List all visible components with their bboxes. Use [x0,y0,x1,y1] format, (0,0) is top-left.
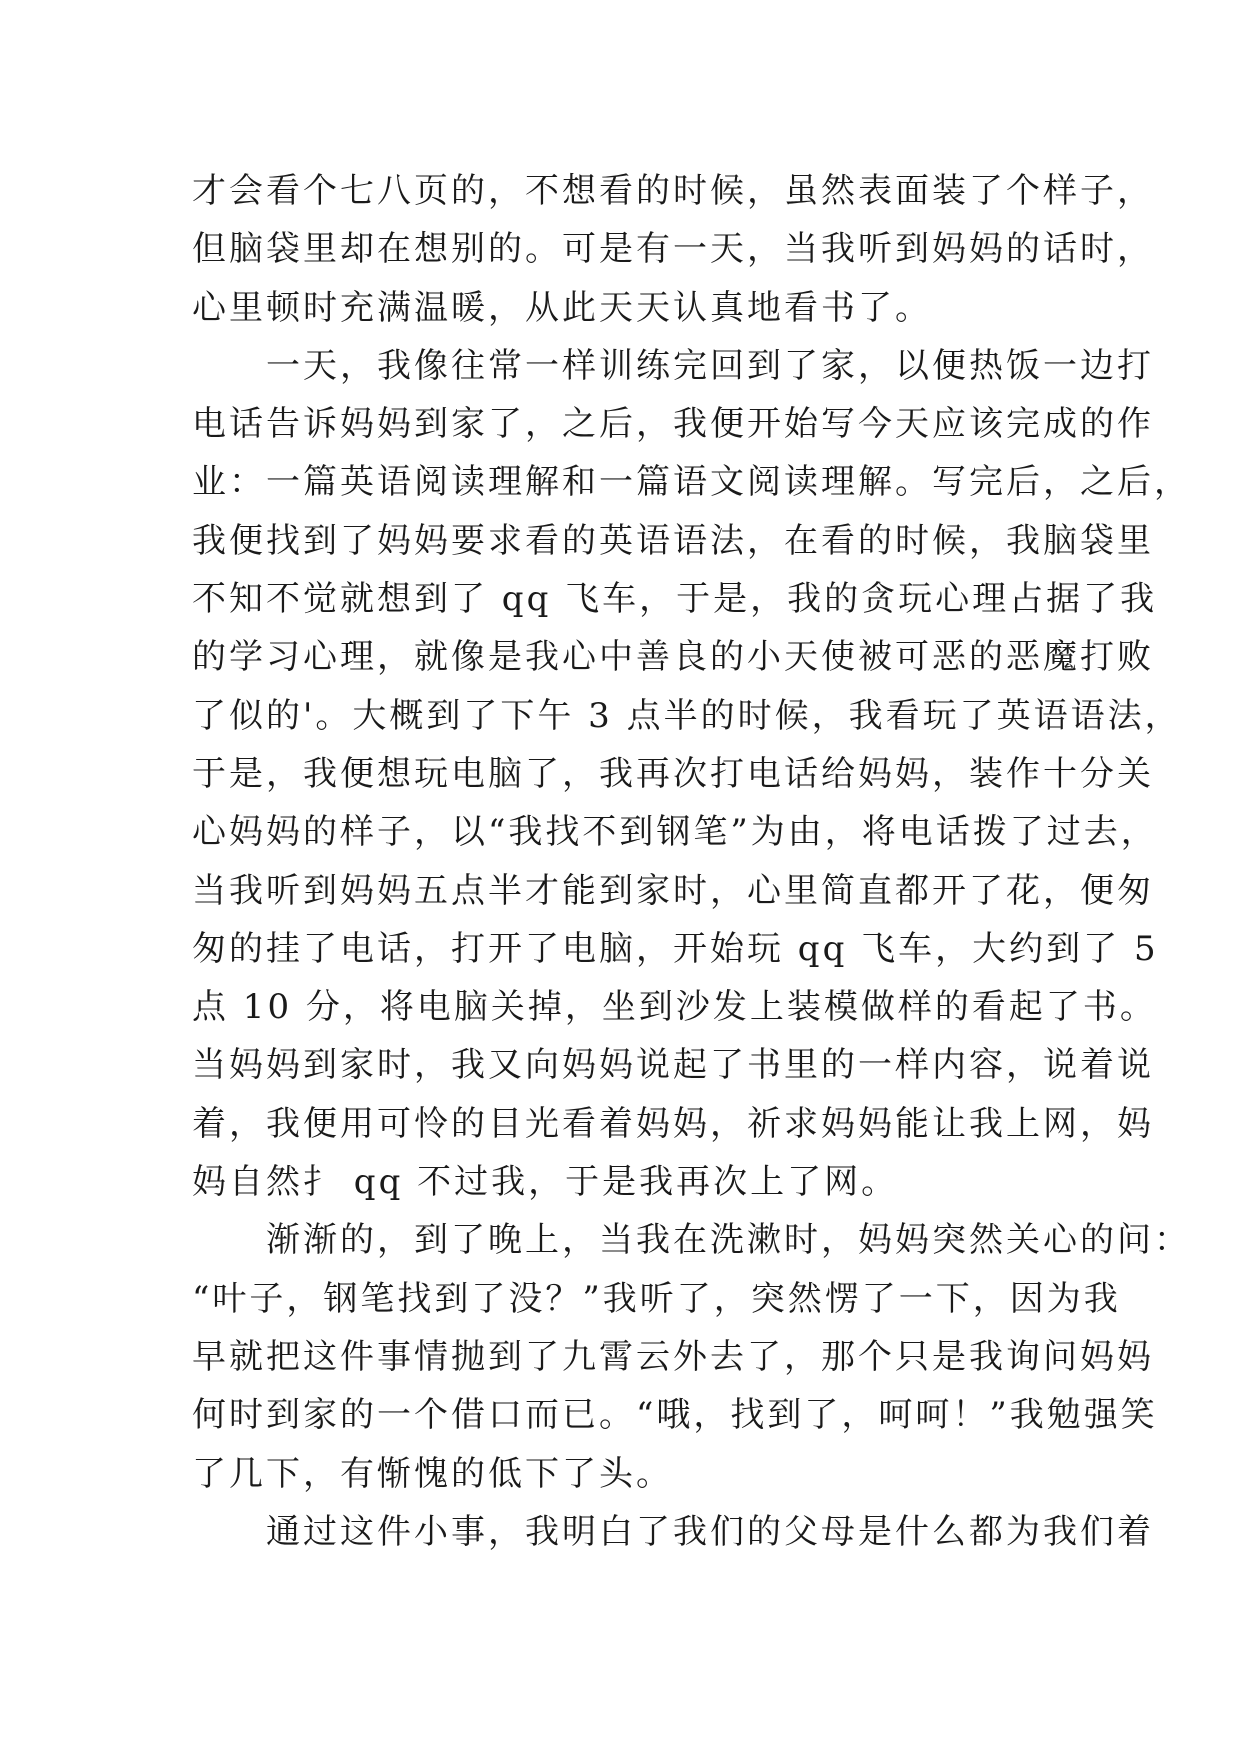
text-line: 的学习心理，就像是我心中善良的小天使被可恶的恶魔打败 [192,637,1154,678]
body-text [192,162,1191,1561]
text-line: 通过这件小事，我明白了我们的父母是什么都为我们着 [192,1511,1154,1552]
text-line: 点 10 分，将电脑关掉，坐到沙发上装模做样的看起了书。 [192,987,1157,1028]
text-line: 当我听到妈妈五点半才能到家时，心里简直都开了花，便匆 [192,870,1154,911]
text-line: 不知不觉就想到了 qq 飞车，于是，我的贪玩心理占据了我 [192,579,1158,620]
text-line: 渐渐的，到了晚上，当我在洗漱时，妈妈突然关心的问： [192,1220,1191,1261]
text-line: 了似的'。大概到了下午 3 点半的时候，我看玩了英语语法， [192,695,1182,736]
text-line: 一天，我像往常一样训练完回到了家，以便热饭一边打 [192,345,1154,386]
text-line: 心妈妈的样子，以“我找不到钢笔”为由，将电话拨了过去， [192,812,1158,853]
text-line: 但脑袋里却在想别的。可是有一天，当我听到妈妈的话时， [192,229,1154,270]
text-line: 电话告诉妈妈到家了，之后，我便开始写今天应该完成的作 [192,404,1154,445]
text-line: 才会看个七八页的，不想看的时候，虽然表面装了个样子， [192,171,1154,211]
text-line: 早就把这件事情抛到了九霄云外去了，那个只是我询问妈妈 [192,1336,1154,1377]
text-line: 何时到家的一个借口而已。“哦，找到了，呵呵！”我勉强笑 [192,1395,1158,1436]
text-line: 了几下，有惭愧的低下了头。 [192,1453,673,1494]
text-line: 心里顿时充满温暖，从此天天认真地看书了。 [192,287,932,328]
text-line: 着，我便用可怜的目光看着妈妈，祈求妈妈能让我上网，妈 [192,1103,1154,1144]
text-line: 妈自然扌 qq 不过我，于是我再次上了网。 [192,1162,899,1203]
text-line: 于是，我便想玩电脑了，我再次打电话给妈妈，装作十分关 [192,753,1154,794]
text-line: 匆的挂了电话，打开了电脑，开始玩 qq 飞车，大约到了 5 [192,928,1159,969]
text-line: “叶子，钢笔找到了没？”我听了，突然愣了一下，因为我 [192,1278,1121,1319]
text-line: 业：一篇英语阅读理解和一篇语文阅读理解。写完后，之后， [192,462,1191,503]
text-line: 我便找到了妈妈要求看的英语语法，在看的时候，我脑袋里 [192,520,1154,561]
text-line: 当妈妈到家时，我又向妈妈说起了书里的一样内容，说着说 [192,1045,1154,1086]
